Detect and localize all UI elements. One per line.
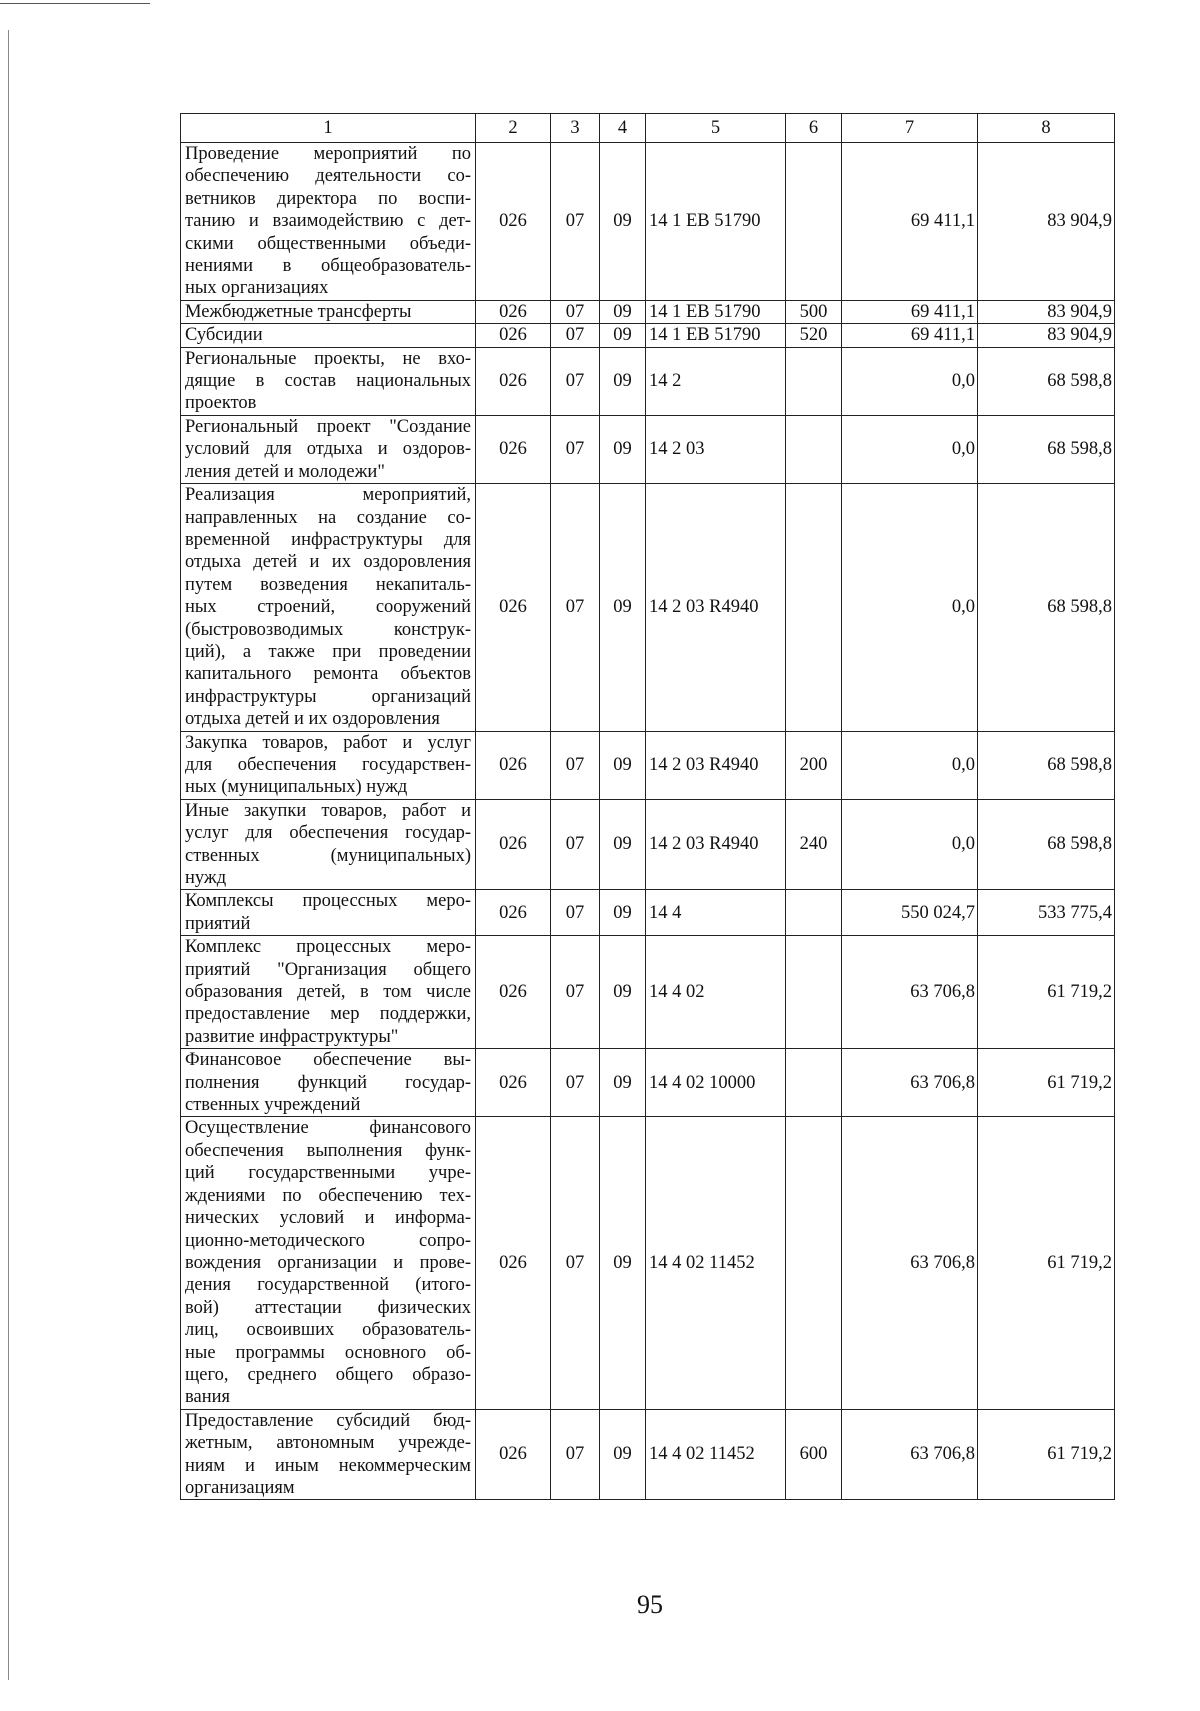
description-line: Региональный проект "Создание bbox=[185, 416, 471, 437]
section-cell: 07 bbox=[551, 890, 600, 936]
description-line: отдыха детей и их оздоровления bbox=[185, 709, 440, 730]
column-header-8: 8 bbox=[978, 114, 1115, 143]
amount-year1-cell: 63 706,8 bbox=[842, 1049, 978, 1117]
description-line: ций), а также при проведении bbox=[185, 641, 471, 662]
description-line: нужд bbox=[185, 868, 227, 888]
description-line: инфраструктуры организаций bbox=[185, 686, 471, 707]
expense-type-cell: 240 bbox=[786, 799, 842, 890]
description-line: временной инфраструктуры для bbox=[185, 529, 471, 550]
description-line: дения государственной (итого- bbox=[185, 1275, 471, 1296]
description-line: Закупка товаров, работ и услуг bbox=[185, 732, 471, 753]
expense-type-cell: 200 bbox=[786, 731, 842, 799]
amount-year1-cell: 0,0 bbox=[842, 347, 978, 415]
subsection-cell: 09 bbox=[600, 1409, 646, 1500]
column-header-3: 3 bbox=[551, 114, 600, 143]
section-cell: 07 bbox=[551, 484, 600, 731]
description-line: ветников директора по воспи- bbox=[185, 188, 471, 209]
amount-year2-cell: 68 598,8 bbox=[978, 484, 1115, 731]
description-line: развитие инфраструктуры" bbox=[185, 1026, 399, 1047]
grbs-cell: 026 bbox=[476, 1117, 551, 1409]
description-line: нениями в общеобразователь- bbox=[185, 256, 471, 277]
description-line: проектов bbox=[185, 393, 257, 414]
target-article-cell: 14 2 bbox=[646, 347, 786, 415]
table-row bbox=[181, 143, 1115, 301]
description-line: Региональные проекты, не вхо- bbox=[185, 348, 471, 369]
description-line: дящие в состав национальных bbox=[185, 371, 471, 392]
row-description bbox=[181, 324, 476, 347]
table-row bbox=[181, 347, 1115, 415]
section-cell: 07 bbox=[551, 324, 600, 347]
description-line: ные программы основного об- bbox=[185, 1342, 471, 1363]
description-line: ных строений, сооружений bbox=[185, 597, 471, 618]
section-cell: 07 bbox=[551, 300, 600, 323]
target-article-cell: 14 4 02 10000 bbox=[646, 1049, 786, 1117]
amount-year1-cell: 69 411,1 bbox=[842, 324, 978, 347]
grbs-cell: 026 bbox=[476, 143, 551, 301]
description-line: Иные закупки товаров, работ и bbox=[185, 800, 471, 821]
description-line: полнения функций государ- bbox=[185, 1072, 471, 1093]
amount-year1-cell: 550 024,7 bbox=[842, 890, 978, 936]
description-line: ционно-методического сопро- bbox=[185, 1230, 471, 1251]
description-line: вой) аттестации физических bbox=[185, 1297, 471, 1318]
table-row bbox=[181, 799, 1115, 890]
amount-year1-cell: 0,0 bbox=[842, 415, 978, 483]
grbs-cell: 026 bbox=[476, 799, 551, 890]
row-description bbox=[181, 300, 476, 323]
scan-edge-line bbox=[8, 30, 9, 1680]
description-line: скими общественными объеди- bbox=[185, 233, 471, 254]
description-line: приятий "Организация общего bbox=[185, 959, 471, 980]
target-article-cell: 14 1 ЕВ 51790 bbox=[646, 324, 786, 347]
subsection-cell: 09 bbox=[600, 890, 646, 936]
description-line: ления детей и молодежи" bbox=[185, 461, 385, 482]
expense-type-cell bbox=[786, 890, 842, 936]
row-description bbox=[181, 1409, 476, 1500]
target-article-cell: 14 2 03 bbox=[646, 415, 786, 483]
table-row bbox=[181, 484, 1115, 731]
row-description bbox=[181, 484, 476, 731]
section-cell: 07 bbox=[551, 936, 600, 1049]
grbs-cell: 026 bbox=[476, 347, 551, 415]
expense-type-cell: 520 bbox=[786, 324, 842, 347]
section-cell: 07 bbox=[551, 799, 600, 890]
subsection-cell: 09 bbox=[600, 347, 646, 415]
subsection-cell: 09 bbox=[600, 300, 646, 323]
target-article-cell: 14 4 02 11452 bbox=[646, 1409, 786, 1500]
page-number: 95 bbox=[637, 1590, 663, 1619]
description-line: лиц, освоивших образователь- bbox=[185, 1320, 471, 1341]
row-description bbox=[181, 890, 476, 936]
amount-year1-cell: 0,0 bbox=[842, 799, 978, 890]
grbs-cell: 026 bbox=[476, 1409, 551, 1500]
grbs-cell: 026 bbox=[476, 890, 551, 936]
description-line: обеспечению деятельности со- bbox=[185, 166, 471, 187]
table-header-row bbox=[181, 114, 1115, 143]
target-article-cell: 14 2 03 R4940 bbox=[646, 484, 786, 731]
description-line: Проведение мероприятий по bbox=[185, 144, 471, 164]
section-cell: 07 bbox=[551, 1049, 600, 1117]
subsection-cell: 09 bbox=[600, 143, 646, 301]
subsection-cell: 09 bbox=[600, 484, 646, 731]
subsection-cell: 09 bbox=[600, 1117, 646, 1409]
table-row bbox=[181, 1049, 1115, 1117]
expense-type-cell: 500 bbox=[786, 300, 842, 323]
expense-type-cell bbox=[786, 1117, 842, 1409]
row-description bbox=[181, 143, 476, 301]
subsection-cell: 09 bbox=[600, 799, 646, 890]
description-line: ждениями по обеспечению тех- bbox=[185, 1185, 471, 1206]
grbs-cell: 026 bbox=[476, 300, 551, 323]
expense-type-cell bbox=[786, 1049, 842, 1117]
table-row bbox=[181, 936, 1115, 1049]
column-header-4: 4 bbox=[600, 114, 646, 143]
description-line: путем возведения некапиталь- bbox=[185, 574, 471, 595]
target-article-cell: 14 1 ЕВ 51790 bbox=[646, 143, 786, 301]
description-line: направленных на создание со- bbox=[185, 507, 471, 528]
description-line: Комплекс процессных меро- bbox=[185, 937, 471, 958]
description-line: (быстровозводимых конструк- bbox=[185, 619, 471, 640]
grbs-cell: 026 bbox=[476, 484, 551, 731]
target-article-cell: 14 4 bbox=[646, 890, 786, 936]
amount-year2-cell: 83 904,9 bbox=[978, 143, 1115, 301]
row-description bbox=[181, 731, 476, 799]
amount-year2-cell: 61 719,2 bbox=[978, 1409, 1115, 1500]
description-line: отдыха детей и их оздоровления bbox=[185, 552, 471, 573]
description-line: жетным, автономным учрежде- bbox=[185, 1433, 471, 1454]
table-body bbox=[181, 114, 1115, 1500]
expense-type-cell: 600 bbox=[786, 1409, 842, 1500]
row-description bbox=[181, 1049, 476, 1117]
description-line: Субсидии bbox=[185, 325, 263, 346]
amount-year1-cell: 69 411,1 bbox=[842, 143, 978, 301]
table-row bbox=[181, 324, 1115, 347]
target-article-cell: 14 2 03 R4940 bbox=[646, 799, 786, 890]
row-description bbox=[181, 936, 476, 1049]
description-line: услуг для обеспечения государ- bbox=[185, 823, 471, 844]
subsection-cell: 09 bbox=[600, 731, 646, 799]
description-line: условий для отдыха и оздоров- bbox=[185, 439, 471, 460]
description-line: Предоставление субсидий бюд- bbox=[185, 1410, 471, 1431]
amount-year2-cell: 61 719,2 bbox=[978, 936, 1115, 1049]
description-line: Финансовое обеспечение вы- bbox=[185, 1050, 471, 1071]
grbs-cell: 026 bbox=[476, 731, 551, 799]
description-line: Межбюджетные трансферты bbox=[185, 301, 412, 322]
column-header-2: 2 bbox=[476, 114, 551, 143]
table-row bbox=[181, 890, 1115, 936]
description-line: организациям bbox=[185, 1477, 295, 1498]
column-header-6: 6 bbox=[786, 114, 842, 143]
expense-type-cell bbox=[786, 936, 842, 1049]
target-article-cell: 14 1 ЕВ 51790 bbox=[646, 300, 786, 323]
description-line: для обеспечения государствен- bbox=[185, 754, 471, 775]
description-line: ственных учреждений bbox=[185, 1095, 361, 1116]
amount-year1-cell: 69 411,1 bbox=[842, 300, 978, 323]
description-line: вождения организации и прове- bbox=[185, 1252, 471, 1273]
section-cell: 07 bbox=[551, 143, 600, 301]
table-row bbox=[181, 1409, 1115, 1500]
expense-type-cell bbox=[786, 415, 842, 483]
amount-year1-cell: 63 706,8 bbox=[842, 1409, 978, 1500]
grbs-cell: 026 bbox=[476, 324, 551, 347]
description-line: капитального ремонта объектов bbox=[185, 664, 471, 685]
description-line: танию и взаимодействию с дет- bbox=[185, 211, 471, 232]
amount-year1-cell: 63 706,8 bbox=[842, 936, 978, 1049]
section-cell: 07 bbox=[551, 1117, 600, 1409]
description-line: ниям и иным некоммерческим bbox=[185, 1455, 471, 1476]
description-line: вания bbox=[185, 1387, 231, 1408]
amount-year2-cell: 83 904,9 bbox=[978, 300, 1115, 323]
amount-year2-cell: 68 598,8 bbox=[978, 415, 1115, 483]
amount-year1-cell: 0,0 bbox=[842, 484, 978, 731]
amount-year1-cell: 0,0 bbox=[842, 731, 978, 799]
description-line: Осуществление финансового bbox=[185, 1118, 471, 1139]
amount-year2-cell: 61 719,2 bbox=[978, 1049, 1115, 1117]
grbs-cell: 026 bbox=[476, 1049, 551, 1117]
scan-edge-mark bbox=[0, 3, 150, 4]
table-row bbox=[181, 300, 1115, 323]
description-line: ных (муниципальных) нужд bbox=[185, 777, 408, 798]
amount-year2-cell: 61 719,2 bbox=[978, 1117, 1115, 1409]
section-cell: 07 bbox=[551, 731, 600, 799]
expense-type-cell bbox=[786, 484, 842, 731]
row-description bbox=[181, 347, 476, 415]
section-cell: 07 bbox=[551, 415, 600, 483]
target-article-cell: 14 2 03 R4940 bbox=[646, 731, 786, 799]
row-description bbox=[181, 799, 476, 890]
table-row bbox=[181, 1117, 1115, 1409]
target-article-cell: 14 4 02 bbox=[646, 936, 786, 1049]
table-row bbox=[181, 731, 1115, 799]
description-line: щего, среднего общего образо- bbox=[185, 1364, 471, 1385]
description-line: приятий bbox=[185, 913, 251, 934]
description-line: ций государственными учре- bbox=[185, 1163, 471, 1184]
description-line: Комплексы процессных меро- bbox=[185, 891, 471, 912]
table-row bbox=[181, 415, 1115, 483]
description-line: обеспечения выполнения функ- bbox=[185, 1140, 471, 1161]
expense-type-cell bbox=[786, 347, 842, 415]
description-line: ственных (муниципальных) bbox=[185, 845, 471, 866]
description-line: нических условий и информа- bbox=[185, 1208, 471, 1229]
column-header-1: 1 bbox=[181, 114, 476, 143]
column-header-5: 5 bbox=[646, 114, 786, 143]
description-line: Реализация мероприятий, bbox=[185, 485, 471, 506]
amount-year2-cell: 68 598,8 bbox=[978, 347, 1115, 415]
description-line: образования детей, в том числе bbox=[185, 982, 471, 1003]
description-line: ных организациях bbox=[185, 278, 329, 299]
subsection-cell: 09 bbox=[600, 1049, 646, 1117]
section-cell: 07 bbox=[551, 1409, 600, 1500]
subsection-cell: 09 bbox=[600, 936, 646, 1049]
expense-type-cell bbox=[786, 143, 842, 301]
target-article-cell: 14 4 02 11452 bbox=[646, 1117, 786, 1409]
subsection-cell: 09 bbox=[600, 324, 646, 347]
section-cell: 07 bbox=[551, 347, 600, 415]
description-line: предоставление мер поддержки, bbox=[185, 1004, 471, 1025]
row-description bbox=[181, 415, 476, 483]
grbs-cell: 026 bbox=[476, 415, 551, 483]
budget-table bbox=[180, 113, 1115, 1500]
amount-year2-cell: 68 598,8 bbox=[978, 731, 1115, 799]
amount-year2-cell: 83 904,9 bbox=[978, 324, 1115, 347]
grbs-cell: 026 bbox=[476, 936, 551, 1049]
row-description bbox=[181, 1117, 476, 1409]
amount-year2-cell: 533 775,4 bbox=[978, 890, 1115, 936]
amount-year2-cell: 68 598,8 bbox=[978, 799, 1115, 890]
amount-year1-cell: 63 706,8 bbox=[842, 1117, 978, 1409]
column-header-7: 7 bbox=[842, 114, 978, 143]
subsection-cell: 09 bbox=[600, 415, 646, 483]
